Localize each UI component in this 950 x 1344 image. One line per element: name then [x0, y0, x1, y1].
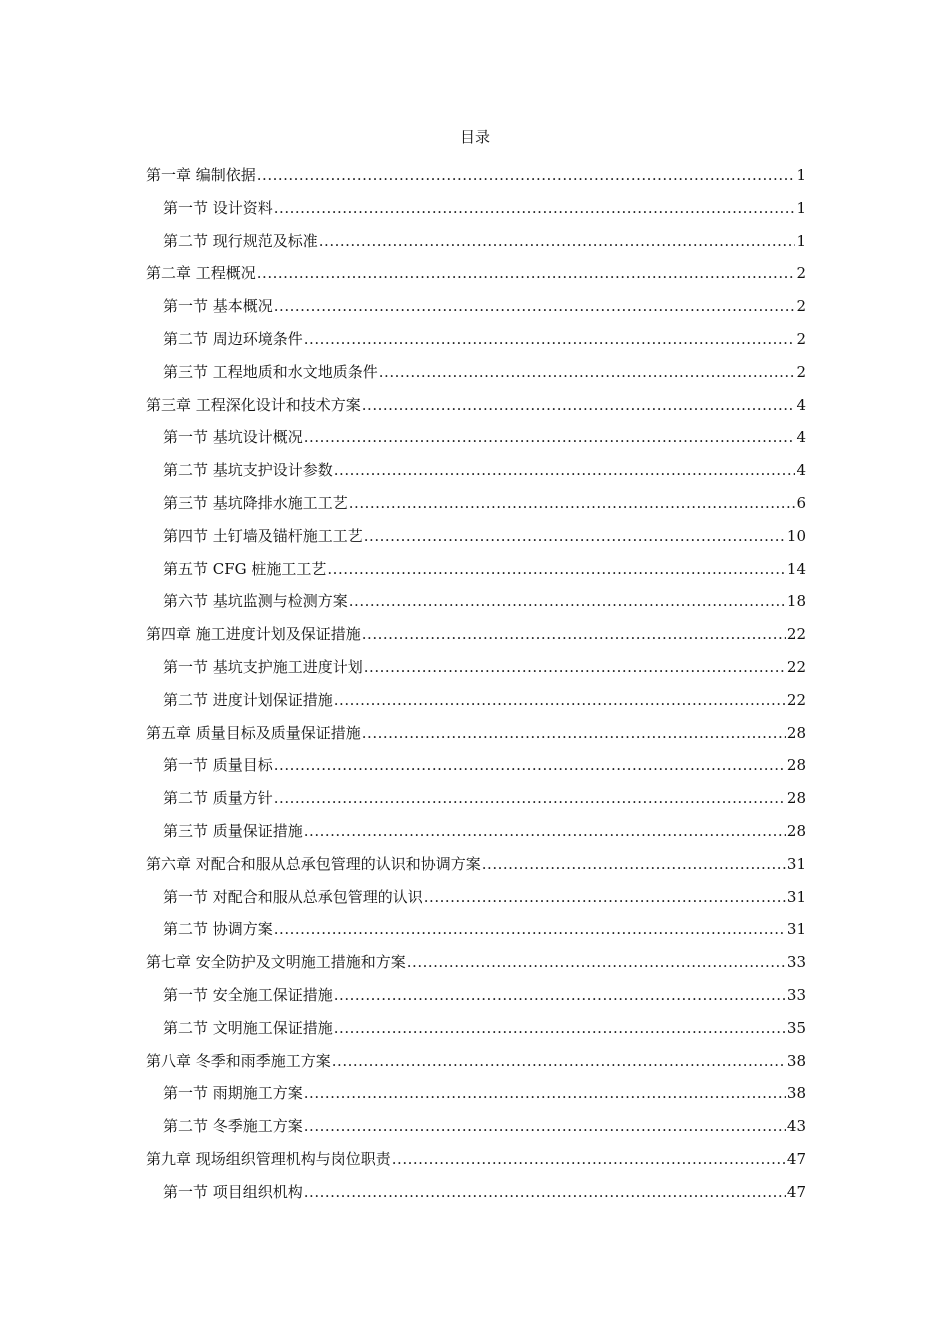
toc-list — [146, 164, 806, 1214]
toc-entry[interactable] — [146, 1181, 806, 1214]
toc-entry[interactable] — [146, 951, 806, 984]
toc-entry[interactable] — [146, 525, 806, 558]
toc-dot-leader — [274, 197, 796, 219]
toc-entry-label: 第六章 对配合和服从总承包管理的认识和协调方案 — [146, 854, 481, 873]
toc-entry-label: 第六节 基坑监测与检测方案 — [163, 592, 348, 611]
toc-entry[interactable] — [146, 918, 806, 951]
toc-entry-page: 4 — [796, 395, 806, 414]
toc-entry[interactable] — [146, 656, 806, 689]
toc-dot-leader — [334, 984, 786, 1006]
toc-entry-label: 第一节 雨期施工方案 — [163, 1084, 303, 1103]
toc-entry-page: 2 — [796, 329, 806, 348]
toc-entry-label: 第九章 现场组织管理机构与岗位职责 — [146, 1149, 391, 1168]
toc-entry[interactable] — [146, 722, 806, 755]
toc-dot-leader — [392, 1148, 786, 1170]
toc-dot-leader — [379, 361, 796, 383]
toc-entry-page: 38 — [786, 1084, 806, 1103]
toc-entry[interactable] — [146, 853, 806, 886]
toc-dot-leader — [424, 886, 786, 908]
toc-entry-label: 第二节 质量方针 — [163, 789, 273, 808]
toc-dot-leader — [274, 787, 786, 809]
toc-dot-leader — [257, 164, 796, 186]
toc-entry[interactable] — [146, 1082, 806, 1115]
toc-dot-leader — [274, 295, 796, 317]
toc-entry[interactable] — [146, 1017, 806, 1050]
toc-dot-leader — [304, 426, 796, 448]
toc-entry-page: 4 — [796, 461, 806, 480]
toc-entry-page: 22 — [786, 625, 806, 644]
toc-entry-page: 18 — [786, 592, 806, 611]
toc-entry[interactable] — [146, 164, 806, 197]
toc-entry-page: 28 — [786, 789, 806, 808]
toc-dot-leader — [364, 656, 786, 678]
toc-entry-page: 28 — [786, 821, 806, 840]
toc-entry-page: 22 — [786, 690, 806, 709]
toc-dot-leader — [319, 230, 796, 252]
toc-dot-leader — [304, 328, 796, 350]
toc-entry[interactable] — [146, 394, 806, 427]
toc-entry-page: 2 — [796, 362, 806, 381]
toc-dot-leader — [349, 492, 796, 514]
toc-entry-label: 第一节 基坑设计概况 — [163, 428, 303, 447]
toc-entry-page: 33 — [786, 985, 806, 1004]
toc-dot-leader — [334, 459, 796, 481]
toc-entry-label: 第七章 安全防护及文明施工措施和方案 — [146, 953, 406, 972]
toc-entry-page: 6 — [796, 493, 806, 512]
toc-entry-label: 第二节 协调方案 — [163, 920, 273, 939]
toc-entry-page: 14 — [786, 559, 806, 578]
toc-dot-leader — [332, 1050, 786, 1072]
toc-entry-label: 第三节 工程地质和水文地质条件 — [163, 362, 378, 381]
toc-entry-page: 1 — [796, 166, 806, 184]
toc-dot-leader — [257, 262, 796, 284]
toc-entry-label: 第二节 现行规范及标准 — [163, 231, 318, 250]
toc-dot-leader — [349, 590, 786, 612]
toc-entry-page: 31 — [786, 887, 806, 906]
toc-entry-label: 第二节 基坑支护设计参数 — [163, 461, 333, 480]
toc-entry-label: 第八章 冬季和雨季施工方案 — [146, 1051, 331, 1070]
toc-entry-page: 47 — [786, 1149, 806, 1168]
toc-entry-label: 第三节 质量保证措施 — [163, 821, 303, 840]
toc-entry-label: 第四章 施工进度计划及保证措施 — [146, 625, 361, 644]
toc-entry[interactable] — [146, 197, 806, 230]
toc-dot-leader — [327, 558, 786, 580]
toc-entry-page: 2 — [796, 297, 806, 316]
toc-entry-page: 2 — [796, 264, 806, 283]
toc-dot-leader — [362, 394, 796, 416]
toc-entry-label: 第一节 项目组织机构 — [163, 1182, 303, 1201]
toc-entry[interactable] — [146, 787, 806, 820]
toc-entry-label: 第二节 文明施工保证措施 — [163, 1018, 333, 1037]
toc-entry-label: 第一节 安全施工保证措施 — [163, 985, 333, 1004]
toc-entry[interactable] — [146, 623, 806, 656]
toc-entry-label: 第一节 对配合和服从总承包管理的认识 — [163, 887, 423, 906]
toc-entry-label: 第一节 质量目标 — [163, 756, 273, 775]
toc-entry-label: 第一节 基坑支护施工进度计划 — [163, 657, 363, 676]
toc-dot-leader — [304, 1115, 786, 1137]
toc-dot-leader — [304, 1181, 786, 1203]
toc-entry-page: 47 — [786, 1182, 806, 1201]
toc-dot-leader — [482, 853, 786, 875]
toc-entry-label: 第四节 土钉墙及锚杆施工工艺 — [163, 526, 363, 545]
toc-dot-leader — [407, 951, 786, 973]
toc-entry-label: 第二节 周边环境条件 — [163, 329, 303, 348]
toc-entry-label: 第二节 冬季施工方案 — [163, 1117, 303, 1136]
toc-entry-page: 31 — [786, 854, 806, 873]
toc-title: 目录 — [459, 128, 490, 146]
toc-entry[interactable] — [146, 361, 806, 394]
toc-entry-page: 43 — [786, 1117, 806, 1136]
toc-entry[interactable] — [146, 492, 806, 525]
toc-entry[interactable] — [146, 820, 806, 853]
toc-entry[interactable] — [146, 689, 806, 722]
toc-entry-page: 33 — [786, 953, 806, 972]
toc-entry-page: 31 — [786, 920, 806, 939]
toc-dot-leader — [362, 623, 786, 645]
toc-entry-page: 35 — [786, 1018, 806, 1037]
toc-dot-leader — [274, 754, 786, 776]
toc-entry[interactable] — [146, 1148, 806, 1181]
toc-entry[interactable] — [146, 754, 806, 787]
toc-dot-leader — [334, 689, 786, 711]
toc-entry-label: 第五节 CFG 桩施工工艺 — [163, 559, 327, 578]
toc-entry-label: 第三节 基坑降排水施工工艺 — [163, 493, 348, 512]
toc-entry[interactable] — [146, 558, 806, 591]
toc-entry-page: 22 — [786, 657, 806, 676]
toc-entry-label: 第五章 质量目标及质量保证措施 — [146, 723, 361, 742]
toc-entry[interactable] — [146, 328, 806, 361]
toc-entry[interactable] — [146, 459, 806, 492]
toc-entry-page: 1 — [796, 231, 806, 250]
toc-entry[interactable] — [146, 1115, 806, 1148]
toc-dot-leader — [304, 820, 786, 842]
toc-entry[interactable] — [146, 426, 806, 459]
toc-entry-page: 1 — [796, 198, 806, 217]
toc-entry-label: 第一章 编制依据 — [146, 166, 256, 184]
toc-entry-page: 4 — [796, 428, 806, 447]
toc-entry-page: 38 — [786, 1051, 806, 1070]
toc-entry[interactable] — [146, 1050, 806, 1083]
toc-dot-leader — [304, 1082, 786, 1104]
toc-entry-label: 第一节 基本概况 — [163, 297, 273, 316]
toc-entry[interactable] — [146, 886, 806, 919]
toc-entry[interactable] — [146, 295, 806, 328]
toc-entry-label: 第二章 工程概况 — [146, 264, 256, 283]
toc-entry-page: 28 — [786, 723, 806, 742]
toc-entry[interactable] — [146, 590, 806, 623]
toc-entry[interactable] — [146, 262, 806, 295]
toc-entry-page: 10 — [786, 526, 806, 545]
toc-dot-leader — [334, 1017, 786, 1039]
toc-dot-leader — [364, 525, 786, 547]
toc-dot-leader — [274, 918, 786, 940]
toc-entry[interactable] — [146, 984, 806, 1017]
toc-dot-leader — [362, 722, 786, 744]
toc-entry-page: 28 — [786, 756, 806, 775]
toc-entry[interactable] — [146, 230, 806, 263]
toc-entry-label: 第二节 进度计划保证措施 — [163, 690, 333, 709]
toc-entry-label: 第三章 工程深化设计和技术方案 — [146, 395, 361, 414]
toc-entry-label: 第一节 设计资料 — [163, 198, 273, 217]
